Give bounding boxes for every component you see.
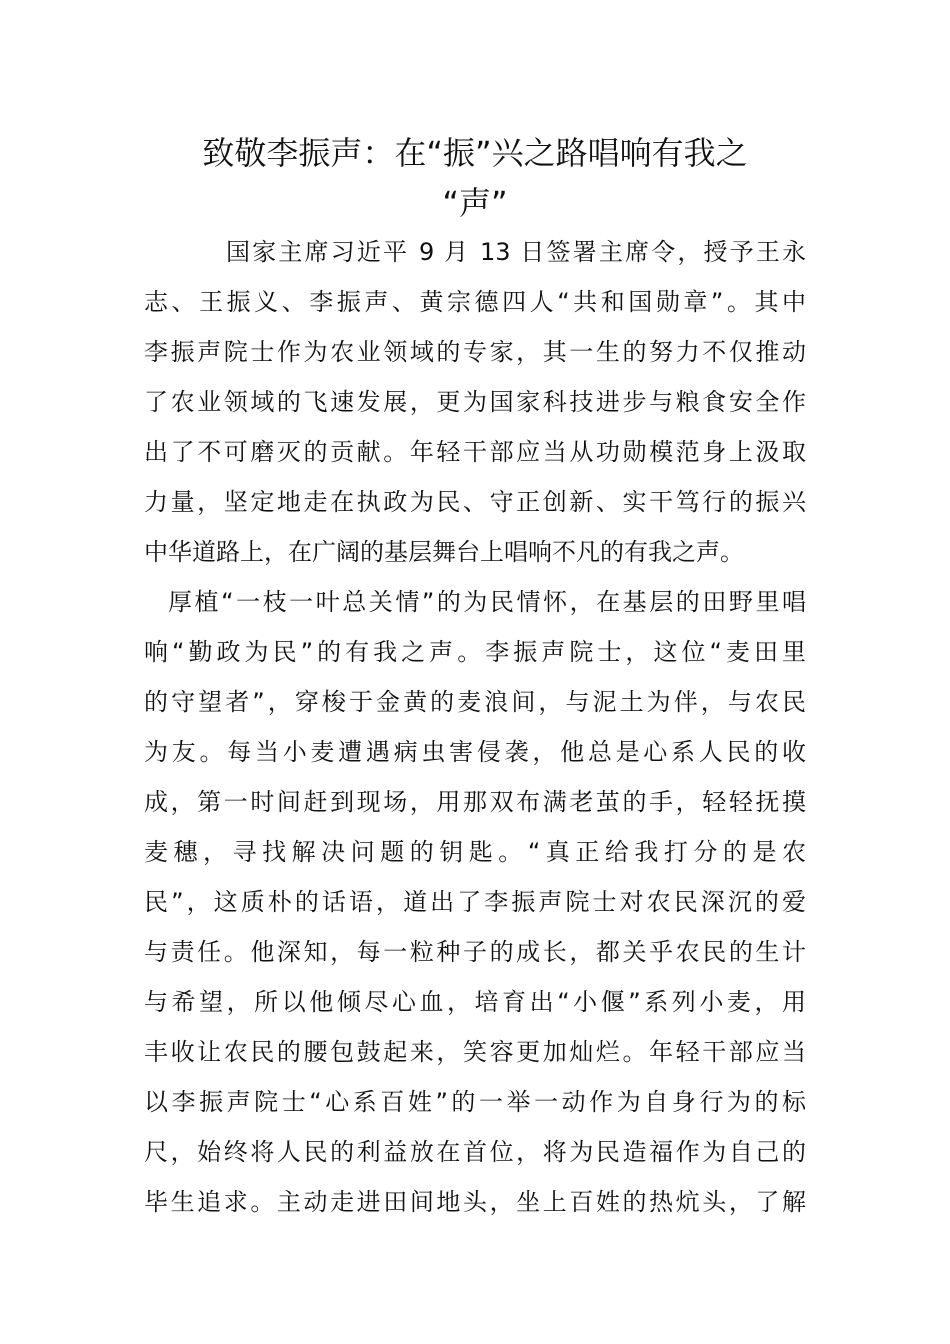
paragraph-line: 为友。每当小麦遭遇病虫害侵袭，他总是心系人民的收 [144, 738, 806, 766]
paragraph-line: 响“勤政为民”的有我之声。李振声院士，这位“麦田里 [144, 638, 806, 666]
paragraph-line: 出了不可磨灭的贡献。年轻干部应当从功勋模范身上汲取 [144, 438, 806, 466]
paragraph-line: 志、王振义、李振声、黄宗德四人“共和国勋章”。其中 [144, 288, 806, 316]
paragraph-line: 麦穗，寻找解决问题的钥匙。“真正给我打分的是农 [144, 838, 806, 866]
paragraph-line: 李振声院士作为农业领域的专家，其一生的努力不仅推动 [144, 338, 806, 366]
paragraph-line: 丰收让农民的腰包鼓起来，笑容更加灿烂。年轻干部应当 [144, 1038, 806, 1066]
paragraph-line: 与责任。他深知，每一粒种子的成长，都关乎农民的生计 [144, 938, 806, 966]
paragraph-line: 力量，坚定地走在执政为民、守正创新、实干笃行的振兴 [144, 488, 806, 516]
paragraph-line: 中华道路上，在广阔的基层舞台上唱响不凡的有我之声。 [144, 538, 744, 566]
paragraph-line: 国家主席习近平 9 月 13 日签署主席令，授予王永 [226, 238, 806, 266]
paragraph-line: 的守望者”，穿梭于金黄的麦浪间，与泥土为伴，与农民 [144, 688, 806, 716]
title-line: “声” [442, 184, 508, 222]
paragraph-line: 厚植“一枝一叶总关情”的为民情怀，在基层的田野里唱 [168, 588, 806, 616]
paragraph-line: 与希望，所以他倾尽心血，培育出“小偃”系列小麦，用 [144, 988, 806, 1016]
title-line: 致敬李振声：在“振”兴之路唱响有我之 [202, 134, 748, 172]
paragraph-line: 以李振声院士“心系百姓”的一举一动作为自身行为的标 [144, 1088, 806, 1116]
document-body [144, 227, 806, 1227]
paragraph-line: 了农业领域的飞速发展，更为国家科技进步与粮食安全作 [144, 388, 806, 416]
paragraph-line: 尺，始终将人民的利益放在首位，将为民造福作为自己的 [144, 1138, 806, 1166]
paragraph-1 [144, 227, 806, 577]
document-title [140, 128, 810, 228]
paragraph-line: 成，第一时间赶到现场，用那双布满老茧的手，轻轻抚摸 [144, 788, 806, 816]
paragraph-line: 民”，这质朴的话语，道出了李振声院士对农民深沉的爱 [144, 888, 806, 916]
paragraph-line: 毕生追求。主动走进田间地头，坐上百姓的热炕头，了解 [144, 1188, 806, 1216]
paragraph-2 [144, 577, 806, 1227]
